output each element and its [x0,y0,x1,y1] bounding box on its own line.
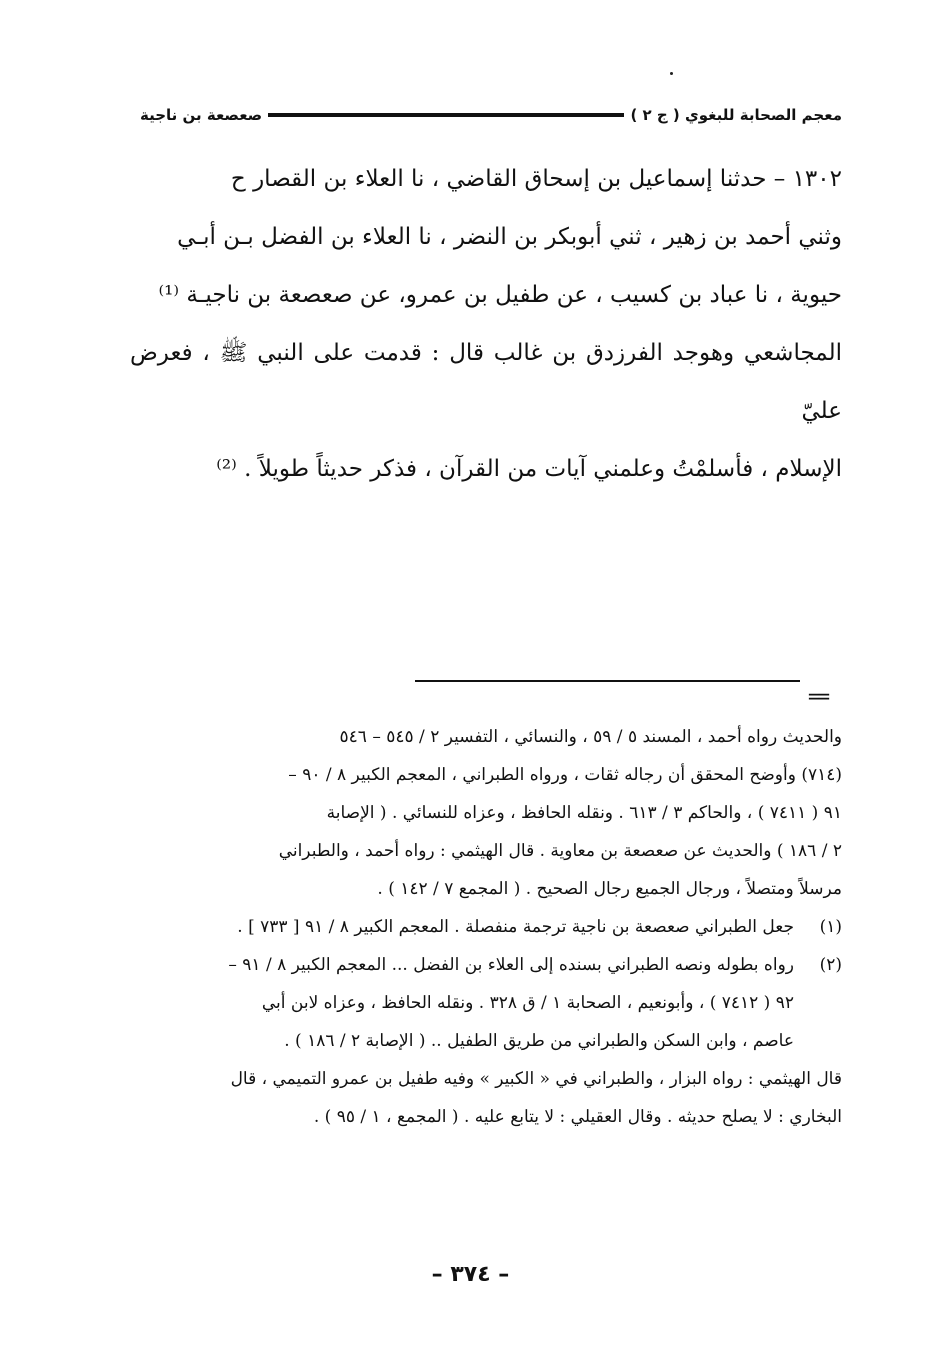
footnote-marker: == [808,684,829,708]
footnotes-section [132,718,842,1136]
footnote-line: ٩١ ( ٧٤١١ ) ، والحاكم ٣ / ٦١٣ . ونقله الحافظ ، وعزاه للنسائي . ( الإصابة [326,803,842,823]
hadith-line: المجاشعي وهوجد الفرزدق بن غالب قال : قدمت على النبي ﷺ ، فعرض عليّ [130,340,842,424]
entry-title: صعصعة بن ناجية [140,106,263,124]
footnote-number: (٢) [819,955,842,975]
footnote-line: قال الهيثمي : رواه البزار ، والطبراني في « الكبير » وفيه طفيل بن عمرو التميمي ، قال [230,1069,842,1089]
footnote-line: عاصم ، وابن السكن والطبراني من طريق الطفيل .. ( الإصابة ٢ / ١٨٦ ) . [284,1031,794,1051]
footnote-line: والحديث رواه أحمد ، المسند ٥ / ٥٩ ، والنسائي ، التفسير ٢ / ٥٤٥ – ٥٤٦ [339,727,842,747]
header-rule [268,113,624,117]
hadith-line: الإسلام ، فأسلمْتُ وعلمني آيات من القرآن ، فذكر حديثاً طويلاً . ⁽²⁾ [216,456,842,482]
book-title: معجم الصحابة للبغوي ( ج ٢ ) [630,106,842,124]
footnote-separator [415,680,800,682]
scan-speck [670,72,673,75]
footnote-line: جعل الطبراني صعصعة بن ناجية ترجمة منفصلة . المعجم الكبير ٨ / ٩١ [ ٧٣٣ ] . [237,917,794,937]
page-number: – ٣٧٤ – [431,1262,510,1287]
footnote-line: البخاري : لا يصلح حديثه . وقال العقيلي : لا يتابع عليه . ( المجمع ، ١ / ٩٥ ) . [313,1107,842,1127]
footnote-line: ٩٢ ( ٧٤١٢ ) ، وأبونعيم ، الصحابة ١ / ق ٣٢٨ . ونقله الحافظ ، وعزاه لابن أبي [261,993,794,1013]
hadith-line: ١٣٠٢ – حدثنا إسماعيل بن إسحاق القاضي ، نا العلاء بن القصار ح [230,166,842,192]
footnote-number: (١) [819,917,842,937]
footnote-2 [132,946,842,1060]
footnote-line: ٢ / ١٨٦ ) والحديث عن صعصعة بن معاوية . قال الهيثمي : رواه أحمد ، والطبراني [278,841,842,861]
hadith-line: حيوية ، نا عباد بن كسيب ، عن طفيل بن عمرو، عن صعصعة بن ناجيـة ⁽¹⁾ [158,282,842,308]
running-header [140,100,842,130]
hadith-line: وثني أحمد بن زهير ، ثني أبوبكر بن النضر ، نا العلاء بن الفضل بـن أبـي [177,224,842,250]
footnote-line: (٧١٤) وأوضح المحقق أن رجاله ثقات ، ورواه الطبراني ، المعجم الكبير ٨ / ٩٠ – [288,765,842,785]
footnote-line: مرسلاً ومتصلاً ، ورجال الجميع رجال الصحيح . ( المجمع ٧ / ١٤٢ ) . [377,879,842,899]
footnote-1 [132,908,842,946]
hadith-text [130,150,842,498]
footnote-line: رواه بطوله ونصه الطبراني بسنده إلى العلاء بن الفضل ... المعجم الكبير ٨ / ٩١ – [228,955,794,975]
